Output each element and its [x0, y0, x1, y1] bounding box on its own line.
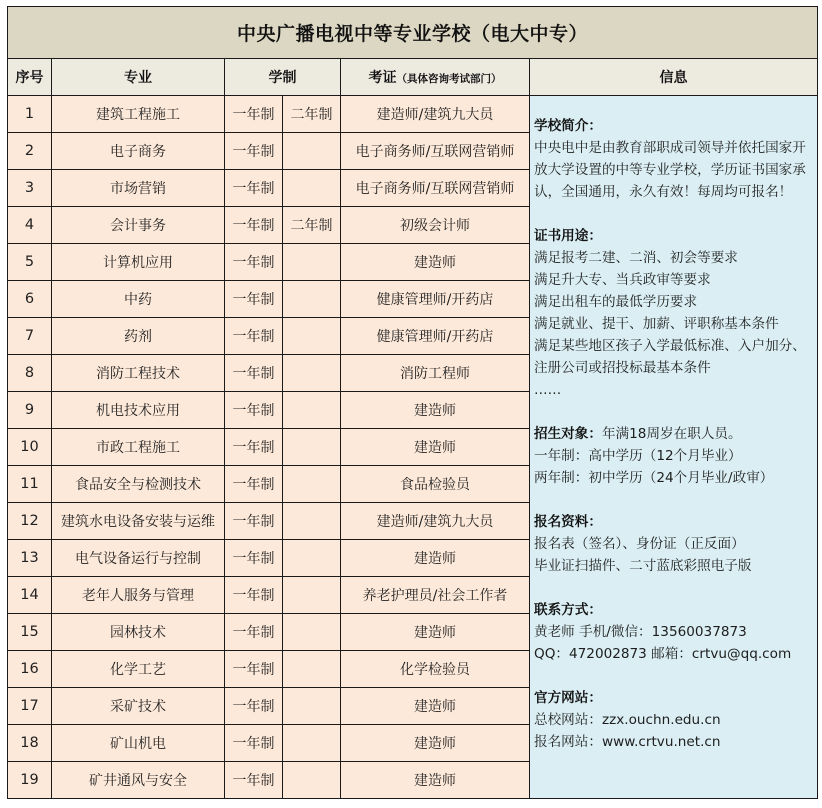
row-major: 中药	[52, 281, 225, 318]
row-duration-one-year: 一年制	[225, 577, 283, 614]
row-duration-one-year: 一年制	[225, 281, 283, 318]
row-certificate: 化学检验员	[341, 651, 530, 688]
row-duration-one-year: 一年制	[225, 688, 283, 725]
row-index: 6	[8, 281, 52, 318]
row-index: 16	[8, 651, 52, 688]
row-duration-one-year: 一年制	[225, 651, 283, 688]
info-enroll-headline	[534, 423, 813, 445]
info-uses-line: 满足就业、提干、加薪、评职称基本条件	[534, 316, 779, 332]
row-duration-one-year: 一年制	[225, 96, 283, 133]
row-certificate: 健康管理师/开药店	[341, 281, 530, 318]
info-materials-line: 毕业证扫描件、二寸蓝底彩照电子版	[534, 558, 752, 574]
row-major: 市场营销	[52, 170, 225, 207]
info-enroll-heading: 招生对象：	[534, 426, 602, 442]
info-enroll-line: 一年制：高中学历（12个月毕业）	[534, 448, 742, 464]
row-duration-two-year	[283, 688, 341, 725]
row-duration-two-year	[283, 170, 341, 207]
info-contact	[534, 599, 813, 665]
row-major: 矿井通风与安全	[52, 762, 225, 799]
row-duration-one-year: 一年制	[225, 355, 283, 392]
row-duration-one-year: 一年制	[225, 614, 283, 651]
row-duration-two-year	[283, 577, 341, 614]
row-major: 园林技术	[52, 614, 225, 651]
row-major: 采矿技术	[52, 688, 225, 725]
row-duration-two-year	[283, 762, 341, 799]
row-index: 19	[8, 762, 52, 799]
info-website-enroll[interactable]: 报名网站：www.crtvu.net.cn	[534, 734, 721, 750]
row-index: 15	[8, 614, 52, 651]
row-major: 建筑工程施工	[52, 96, 225, 133]
row-index: 14	[8, 577, 52, 614]
row-certificate: 电子商务师/互联网营销师	[341, 133, 530, 170]
row-certificate: 建造师	[341, 688, 530, 725]
row-certificate: 建造师	[341, 762, 530, 799]
row-index: 5	[8, 244, 52, 281]
info-uses-line: 满足升大专、当兵政审等要求	[534, 272, 711, 288]
row-certificate: 电子商务师/互联网营销师	[341, 170, 530, 207]
row-duration-one-year: 一年制	[225, 392, 283, 429]
row-major: 食品安全与检测技术	[52, 466, 225, 503]
row-index: 10	[8, 429, 52, 466]
row-major: 计算机应用	[52, 244, 225, 281]
row-duration-one-year: 一年制	[225, 503, 283, 540]
info-uses-line: 满足报考二建、二消、初会等要求	[534, 250, 738, 266]
header-row	[8, 59, 818, 96]
row-duration-two-year	[283, 281, 341, 318]
row-certificate: 建造师/建筑九大员	[341, 96, 530, 133]
row-certificate: 建造师	[341, 540, 530, 577]
row-index: 2	[8, 133, 52, 170]
info-intro-heading: 学校简介：	[534, 118, 602, 134]
info-contact-qq-email: QQ：472002873 邮箱：crtvu@qq.com	[534, 646, 792, 662]
row-index: 1	[8, 96, 52, 133]
row-duration-one-year: 一年制	[225, 466, 283, 503]
header-duration: 学制	[225, 59, 341, 96]
info-uses-heading: 证书用途：	[534, 228, 602, 244]
row-duration-two-year: 二年制	[283, 207, 341, 244]
title-row	[8, 7, 818, 59]
info-contact-heading: 联系方式：	[534, 602, 602, 618]
row-certificate: 建造师	[341, 392, 530, 429]
row-major: 建筑水电设备安装与运维	[52, 503, 225, 540]
row-index: 7	[8, 318, 52, 355]
row-duration-two-year	[283, 133, 341, 170]
row-certificate: 食品检验员	[341, 466, 530, 503]
row-duration-two-year	[283, 429, 341, 466]
info-uses	[534, 225, 813, 401]
info-uses-line: 满足出租车的最低学历要求	[534, 294, 698, 310]
row-duration-one-year: 一年制	[225, 429, 283, 466]
row-major: 市政工程施工	[52, 429, 225, 466]
row-index: 12	[8, 503, 52, 540]
row-major: 消防工程技术	[52, 355, 225, 392]
row-major: 电气设备运行与控制	[52, 540, 225, 577]
row-duration-one-year: 一年制	[225, 762, 283, 799]
info-intro-text: 中央电中是由教育部职成司领导并依托国家开放大学设置的中等专业学校，学历证书国家承认，全国通用，永久有效！每周均可报名！	[534, 140, 806, 200]
row-certificate: 消防工程师	[341, 355, 530, 392]
info-enroll-line: 两年制：初中学历（24个月毕业/政审）	[534, 470, 774, 486]
row-duration-two-year	[283, 651, 341, 688]
info-website	[534, 687, 813, 753]
row-certificate: 建造师	[341, 614, 530, 651]
row-duration-one-year: 一年制	[225, 170, 283, 207]
row-major: 机电技术应用	[52, 392, 225, 429]
row-certificate: 建造师	[341, 244, 530, 281]
row-duration-one-year: 一年制	[225, 244, 283, 281]
row-duration-two-year	[283, 318, 341, 355]
row-duration-one-year: 一年制	[225, 725, 283, 762]
info-materials-heading: 报名资料：	[534, 514, 602, 530]
row-major: 老年人服务与管理	[52, 577, 225, 614]
row-certificate: 养老护理员/社会工作者	[341, 577, 530, 614]
row-index: 8	[8, 355, 52, 392]
row-certificate: 建造师/建筑九大员	[341, 503, 530, 540]
info-materials-line: 报名表（签名）、身份证（正反面）	[534, 536, 745, 552]
table-row	[8, 96, 818, 133]
row-duration-two-year	[283, 392, 341, 429]
info-panel	[530, 96, 818, 799]
header-info: 信息	[530, 59, 818, 96]
header-certificate	[341, 59, 530, 96]
row-index: 11	[8, 466, 52, 503]
info-enroll	[534, 423, 813, 489]
info-uses-line: ……	[534, 382, 562, 398]
row-duration-two-year	[283, 503, 341, 540]
row-duration-two-year	[283, 540, 341, 577]
info-uses-line: 满足某些地区孩子入学最低标准、入户加分、注册公司或招投标最基本条件	[534, 338, 806, 376]
info-website-heading: 官方网站：	[534, 690, 602, 706]
row-certificate: 健康管理师/开药店	[341, 318, 530, 355]
info-contact-phone: 黄老师 手机/微信：13560037873	[534, 624, 747, 640]
row-certificate: 建造师	[341, 429, 530, 466]
row-duration-two-year	[283, 725, 341, 762]
row-index: 4	[8, 207, 52, 244]
row-certificate: 建造师	[341, 725, 530, 762]
row-duration-two-year	[283, 244, 341, 281]
row-duration-one-year: 一年制	[225, 133, 283, 170]
row-duration-two-year	[283, 355, 341, 392]
row-major: 化学工艺	[52, 651, 225, 688]
header-major: 专业	[52, 59, 225, 96]
header-certificate-note: （具体咨询考试部门）	[396, 73, 502, 85]
row-index: 18	[8, 725, 52, 762]
page-title: 中央广播电视中等专业学校（电大中专）	[8, 7, 818, 59]
row-index: 9	[8, 392, 52, 429]
row-duration-two-year	[283, 614, 341, 651]
row-duration-two-year	[283, 466, 341, 503]
row-duration-two-year: 二年制	[283, 96, 341, 133]
info-intro	[534, 115, 813, 203]
row-major: 电子商务	[52, 133, 225, 170]
info-materials	[534, 511, 813, 577]
row-index: 13	[8, 540, 52, 577]
row-duration-one-year: 一年制	[225, 318, 283, 355]
info-website-main[interactable]: 总校网站：zzx.ouchn.edu.cn	[534, 712, 721, 728]
row-major: 会计事务	[52, 207, 225, 244]
header-certificate-label: 考证	[368, 70, 397, 86]
info-enroll-heading-text: 年满18周岁在职人员。	[601, 426, 742, 442]
majors-table	[7, 6, 818, 799]
row-duration-one-year: 一年制	[225, 207, 283, 244]
header-index: 序号	[8, 59, 52, 96]
row-index: 3	[8, 170, 52, 207]
row-certificate: 初级会计师	[341, 207, 530, 244]
row-index: 17	[8, 688, 52, 725]
row-major: 矿山机电	[52, 725, 225, 762]
row-duration-one-year: 一年制	[225, 540, 283, 577]
row-major: 药剂	[52, 318, 225, 355]
